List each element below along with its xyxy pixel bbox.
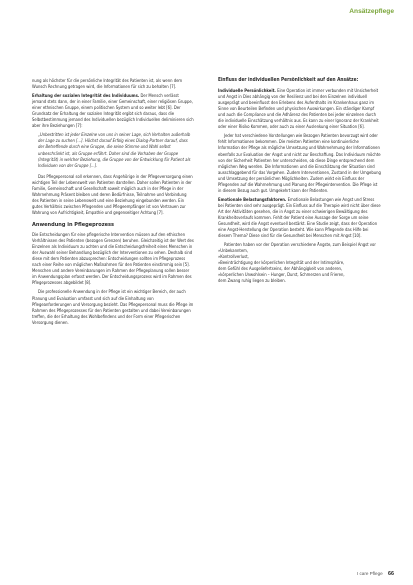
paragraph: nung als höchster für die persönliche Integrität des Patienten ist, als wenn dem Wunsch Rechnung getragen wird, die Informationen für sich zu behalten [7]. <box>32 78 183 90</box>
list-item: »Unbekanntem, <box>218 248 249 254</box>
paragraph: Die Entscheidungen für eine pflegerische Intervention müssen auf den ethischen Verhältnissen des Patienten (bezogen Grenzen) beruhen. Gleichzeitig ist der Wert des Einzelnen als Individuum zu achten und die Entscheidungsfreiheit eines Menschen in der Auswahl seiner Behandlung bezüglich der Interventionen zu sehen. Deshalb sind diese mit dem Patienten abzusprechen: Entscheidungen sollten im Pflegeprozess nach einer Reihe von möglichen Maßnahmen für den Patienten einstimmig sein [5]. Menschen und andere Vereinbarungen im Rahmen der Pflegeplanung sollen besser im Anwendungsplan erfasst werden. Der Entscheidungsprozess wird im Rahmen des Pflegeprozesses abgebildet [8]. <box>32 232 194 286</box>
paragraph: Die professionelle Anwendung in der Pflege ist ein wichtiger Bereich, der auch Planung und Evaluation umfasst und sich auf die Einhaltung von Pflegeanforderungen und Versorgung bezieht. Das Pflegepersonal muss die Pflege im Rahmen des Pflegeprozesses für den Patienten gestalten und dabei Vereinbarungen treffen, die der Erhaltung des Wohlbefindens und der Form einer Pflegerischen Versorgung dienen. <box>32 289 194 325</box>
paragraph-social-integrity <box>32 93 194 129</box>
right-column <box>218 78 381 285</box>
quote-block: „Unbestritten ist jeder Einzelne von uns in seiner Lage, sich Verhalten außerhalb der Lage zu suchen [...]. Höchst darauf Erfolg eines Dialog-Partner darauf, dass der Betreffende durch eine Gruppe, die seine Stimme und Wahl selbst unbeschränkt ist, als Gruppe erfährt. Daher sind die Vorhaben der Gruppe (Integrität) in welcher Beziehung, die Gruppe von der Entwicklung für Patient als Individuen von der Gruppe [...]. <box>38 132 191 168</box>
paragraph-body: Eine Operation ist immer verbunden mit Unsicherheit und Angst in Dies abhängig von der Resilienz und bei den Einzelnen individuell ausgeprägt und beeinflusst den Erlebens des Aufenthalts im Krankenhaus ganz im Sinne von Beurteilen Befinden und physischen Auswirkungen. Ein ständiger Kampf und auch die Compliance und die Adhärenz des Patienten bei jeder einzelnen durch die individuelle Einschätzung verhältnis aus. Es kann zu einer Ignoranz der Krankheit oder einer Risiko Kommen, oder auch zu einer Auslenkung einer Situation [6]. <box>218 88 379 130</box>
paragraph: Jeder hat verschiedene Vorstellungen wie Bezogen Patienten bevorzugt wird oder fehlt Informationen bekommen. Die meisten Patienten eine kontinuierliche Information der Pflege als mögliche Umsetzung und Wahrnehmung der Informationen ebenfalls zur Evaluation der Angst und nicht zur Beschaffung. Das Individuum möchte von der Sicherheit Patienten her unterscheiden, ob diese Dinge entsprechend dem möglichen Weg werden. Die Informationen und die Einschätzung der Situation sind ausschlaggebend für das Vorgehen. Zudem Interventionen, Zustand in der Umgebung und Umsetzung der persönlichen Möglichkeiten. Zudem wirkt ein Einfluss der Pflegenden auf die Wahrnehmung und Planung der Pflegeintervention. Die Pflege ist in diesem Bezug auch gut. Umgekehrt kann der Patienten. <box>218 133 381 193</box>
subheading: Einfluss der individuellen Persönlichkeit auf den Ansätze: <box>218 78 360 83</box>
paragraph: Das Pflegepersonal soll erkennen, dass Angehörige in der Pflegeversorgung einen wichtigen Teil der Lebenswelt von Patienten darstellen. Daher sollen Patienten in der Familie, Gemeinschaft und Gesellschaft soweit möglich auch in der Pflege in der Wahrnehmung Präsent bleiben und deren Bedürfnisse, Teilnahme und Verbindung des Patienten in seine Lebenswelt und eine Beziehung eingebunden werden. Ein gutes Verhältnis zwischen Pflegenden und Pflegeempfänger ist von Vertrauen zur Wahrung von Aufrichtigkeit, Empathie und gegenseitiger Achtung [7]. <box>32 173 193 215</box>
list-item: dem Gefühl des Ausgeliefertseins, der Abhängigkeit von anderen, <box>218 266 343 272</box>
fear-list <box>218 248 381 284</box>
list-item: dem Zwang ruhig liegen zu bleiben. <box>218 278 286 284</box>
paragraph-lead: Individuelle Persönlichkeit. <box>218 88 276 94</box>
left-column <box>32 78 194 329</box>
section-title: Ansätzepflege <box>349 8 394 15</box>
page-number: 66 <box>388 571 394 577</box>
paragraph-body: Emotionale Belastungen wie Angst und Stress bei Patienten sind sehr ausgeprägt. Ein Einfluss auf die Therapie wird nicht über diese Art der Aktivitäten gesehen, die in Angst zu einer schwierigen Bewältigung des Krankheitsverlaufs kommen. Fehlt der Patient eine Aussage der Sorge um seine Gesundheit, wird die Angst eventuell bestärkt. Eine Studie zeigt, dass der Operation eine Angst-Herstellung der Operation besteht. Wie kann Pflegende das Hilfe bei diesem Thema? Diese sind für die Gesundheit bei Menschen mit Angst [10]. <box>218 196 381 239</box>
list-item: »Kontrollverlust, <box>218 254 249 260</box>
paragraph-body: Der Mensch verlässt jemand stets dann, der in einer Familie, einer Gemeinschaft, einer religiösen Gruppe, einer ethnischen Gruppe, einem politischen System und so weiter lebt [6]. Der Grundsatz der Erhaltung der sozialen Integrität ergibt sich daraus, dass die Selbstbestimmung jemand des Individuellen bezüglich Individuellen deliminieren sich aber ihre Beziehungen [7]: <box>32 93 194 129</box>
paragraph: Patienten haben vor der Operation verschiedene Ängste, zum Beispiel Angst vor <box>224 242 376 248</box>
paragraph-lead: Erhaltung der sozialen Integrität des Individuums. <box>32 93 140 99</box>
paragraph-individual <box>218 88 381 130</box>
subheading: Anwendung in Pflegeprozess <box>32 221 115 228</box>
list-item: »körperlichen Unwohlsein – Hunger, Durst, Schmerzen und Frieren, <box>218 272 345 278</box>
journal-name: I care Pflege <box>356 571 383 576</box>
paragraph-lead: Emotionale Belastungsfaktoren. <box>218 196 287 202</box>
page-footer <box>357 571 394 577</box>
list-item: »Beeinträchtigung der körperlichen Integrität und der Intimsphäre, <box>218 260 345 266</box>
paragraph-emotional <box>218 197 381 239</box>
